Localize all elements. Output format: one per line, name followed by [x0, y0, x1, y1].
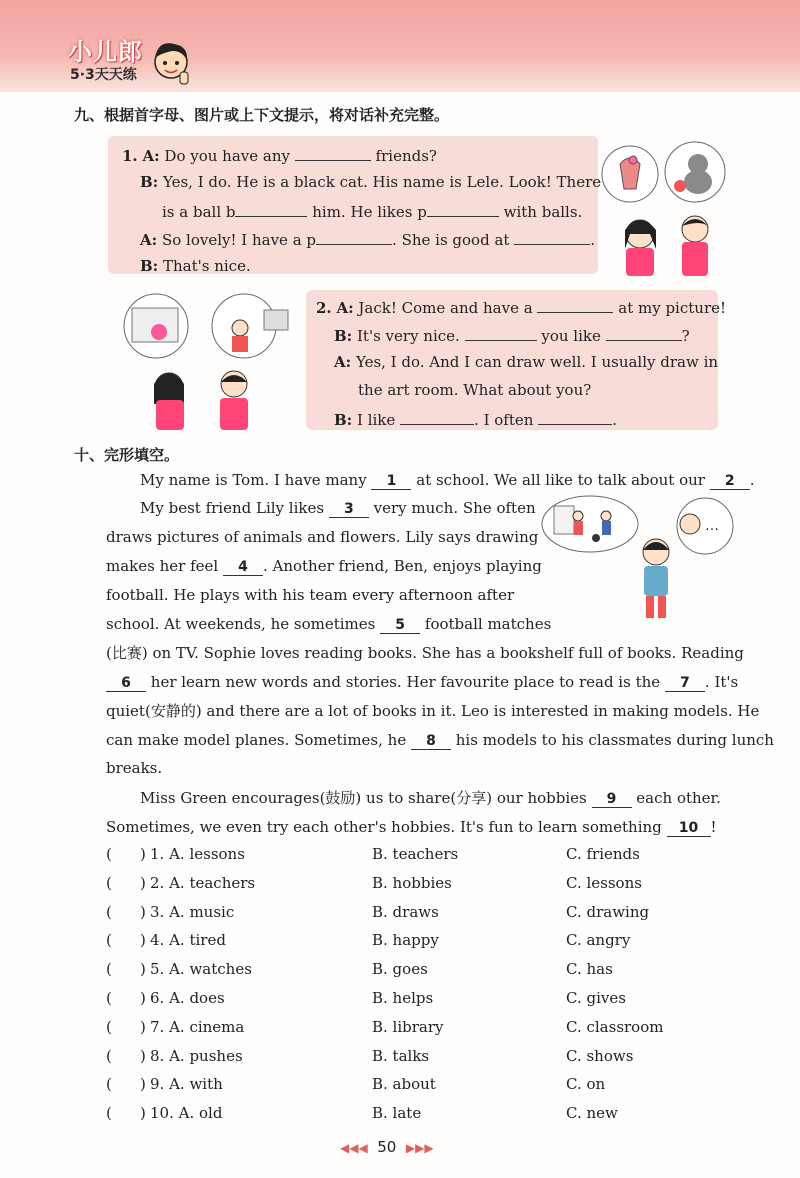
blank[interactable] — [427, 200, 499, 217]
option-a[interactable]: 8. A. pushes — [150, 1046, 243, 1065]
passage-line-4: makes her feel 4 . Another friend, Ben, enjoys playing — [106, 557, 542, 575]
answer-paren-open[interactable]: ( — [106, 1075, 112, 1094]
blank-2[interactable]: 2 — [710, 473, 750, 490]
dialog-2-line-3: A: Yes, I do. And I can draw well. I usually draw in — [334, 353, 719, 371]
passage-line-13: Sometimes, we even try each other's hobbies. It's fun to learn something 10 ! — [106, 818, 717, 836]
blank[interactable] — [606, 324, 682, 341]
dialog-1-line-3: is a ball b him. He likes p with balls. — [162, 200, 582, 222]
passage-line-2: My best friend Lily likes 3 very much. She often — [140, 499, 536, 517]
blank-5[interactable]: 5 — [380, 617, 420, 634]
option-a[interactable]: 1. A. lessons — [150, 845, 245, 863]
blank[interactable] — [465, 324, 537, 341]
option-b[interactable]: B. late — [372, 1104, 422, 1123]
blank[interactable] — [537, 296, 613, 313]
dialog-1-line-5: B: That's nice. — [140, 257, 251, 275]
illustration-hobbies — [540, 494, 740, 624]
page-number: 50 — [377, 1138, 397, 1156]
answer-paren-open[interactable]: ( — [106, 1104, 112, 1123]
left-arrows-icon: ◀◀◀ — [340, 1141, 368, 1155]
dialog-1-line-1: 1. A: Do you have any friends? — [122, 144, 437, 166]
blank-10[interactable]: 10 — [667, 820, 711, 837]
option-a[interactable]: 3. A. music — [150, 902, 235, 921]
illustration-drawing-girl — [114, 292, 304, 432]
answer-paren-open[interactable]: ( — [106, 989, 112, 1007]
page-footer — [340, 1138, 434, 1156]
passage-line-10: can make model planes. Sometimes, he 8 his models to his classmates during lunch — [106, 731, 774, 749]
option-a[interactable]: 2. A. teachers — [150, 873, 256, 892]
dialog-2-line-1: 2. A: Jack! Come and have a at my picture! — [316, 296, 726, 318]
option-c[interactable]: C. new — [566, 1104, 618, 1123]
answer-paren-open[interactable]: ( — [106, 931, 112, 950]
option-c[interactable]: C. classroom — [566, 1017, 664, 1036]
mascot-icon — [150, 38, 192, 88]
option-b[interactable]: B. goes — [372, 960, 428, 979]
option-b[interactable]: B. happy — [372, 931, 439, 950]
blank[interactable] — [316, 228, 392, 245]
passage-line-9: quiet(安静的) and there are a lot of books in it. Leo is interested in making models. He — [106, 702, 760, 720]
illustration-kids-pets — [600, 134, 730, 279]
blank-9[interactable]: 9 — [592, 791, 632, 808]
answer-paren-open[interactable]: ( — [106, 845, 112, 863]
blank[interactable] — [538, 408, 612, 425]
answer-paren-open[interactable]: ( — [106, 873, 112, 892]
option-c[interactable]: C. drawing — [566, 902, 650, 921]
answer-paren-open[interactable]: ( — [106, 1046, 112, 1065]
option-b[interactable]: B. helps — [372, 989, 434, 1007]
option-a[interactable]: 9. A. with — [150, 1075, 223, 1094]
option-c[interactable]: C. angry — [566, 931, 631, 950]
answer-paren-open[interactable]: ( — [106, 902, 112, 921]
blank-8[interactable]: 8 — [411, 733, 451, 750]
option-c[interactable]: C. lessons — [566, 873, 642, 892]
svg-text:…: … — [705, 518, 719, 534]
answer-paren-close[interactable]: ) — [140, 1075, 146, 1094]
answer-paren-close[interactable]: ) — [140, 1104, 146, 1123]
dialog-2-line-4: the art room. What about you? — [358, 381, 592, 399]
answer-paren-close[interactable]: ) — [140, 989, 146, 1007]
section-10-title: 十、完形填空。 — [74, 446, 180, 464]
option-b[interactable]: B. hobbies — [372, 873, 452, 892]
option-a[interactable]: 10. A. old — [150, 1104, 223, 1123]
answer-paren-close[interactable]: ) — [140, 1046, 146, 1065]
brand-logo: 小儿郎 — [68, 38, 143, 66]
blank-3[interactable]: 3 — [329, 501, 369, 518]
option-b[interactable]: B. talks — [372, 1046, 430, 1065]
option-a[interactable]: 6. A. does — [150, 989, 225, 1007]
passage-line-1: My name is Tom. I have many 1 at school. We all like to talk about our 2 . — [140, 471, 755, 489]
answer-paren-close[interactable]: ) — [140, 873, 146, 892]
answer-paren-close[interactable]: ) — [140, 845, 146, 863]
answer-paren-close[interactable]: ) — [140, 902, 146, 921]
answer-paren-close[interactable]: ) — [140, 931, 146, 950]
blank[interactable] — [295, 144, 371, 161]
option-b[interactable]: B. library — [372, 1017, 444, 1036]
right-arrows-icon: ▶▶▶ — [405, 1141, 434, 1155]
option-c[interactable]: C. on — [566, 1075, 606, 1094]
option-a[interactable]: 4. A. tired — [150, 931, 226, 950]
option-b[interactable]: B. teachers — [372, 845, 459, 863]
option-c[interactable]: C. has — [566, 960, 613, 979]
passage-line-6: school. At weekends, he sometimes 5 football matches — [106, 615, 552, 633]
brand-subtitle: 5·3天天练 — [70, 67, 137, 83]
answer-paren-open[interactable]: ( — [106, 1017, 112, 1036]
section-9-title: 九、根据首字母、图片或上下文提示，将对话补充完整。 — [74, 106, 450, 124]
passage-line-3: draws pictures of animals and flowers. Lily says drawing — [106, 528, 539, 546]
option-b[interactable]: B. about — [372, 1075, 436, 1094]
passage-line-7: (比赛) on TV. Sophie loves reading books. She has a bookshelf full of books. Reading — [106, 644, 744, 662]
dialog-2-line-2: B: It's very nice. you like ? — [334, 324, 690, 346]
blank[interactable] — [400, 408, 474, 425]
passage-line-12: Miss Green encourages(鼓励) us to share(分享) our hobbies 9 each other. — [140, 789, 721, 807]
passage-line-11: breaks. — [106, 759, 163, 777]
blank-1[interactable]: 1 — [371, 473, 411, 490]
dialog-2-line-5: B: I like . I often . — [334, 408, 617, 430]
blank[interactable] — [235, 200, 307, 217]
passage-line-8: 6 her learn new words and stories. Her favourite place to read is the 7 . It's — [106, 672, 738, 692]
dialog-1-line-2: B: Yes, I do. He is a black cat. His name is Lele. Look! There — [140, 173, 602, 191]
blank-6[interactable]: 6 — [106, 675, 146, 692]
passage-line-5: football. He plays with his team every afternoon after — [106, 586, 515, 604]
option-a[interactable]: 5. A. watches — [150, 960, 252, 979]
option-b[interactable]: B. draws — [372, 902, 439, 921]
option-c[interactable]: C. gives — [566, 989, 626, 1007]
answer-paren-open[interactable]: ( — [106, 960, 112, 979]
answer-paren-close[interactable]: ) — [140, 1017, 146, 1036]
answer-paren-close[interactable]: ) — [140, 960, 146, 979]
option-a[interactable]: 7. A. cinema — [150, 1017, 245, 1036]
blank-4[interactable]: 4 — [223, 559, 263, 576]
blank-7[interactable]: 7 — [665, 675, 705, 692]
dialog-1-line-4: A: So lovely! I have a p . She is good at . — [140, 228, 595, 250]
option-c[interactable]: C. friends — [566, 845, 640, 863]
blank[interactable] — [514, 228, 590, 245]
option-c[interactable]: C. shows — [566, 1046, 634, 1065]
